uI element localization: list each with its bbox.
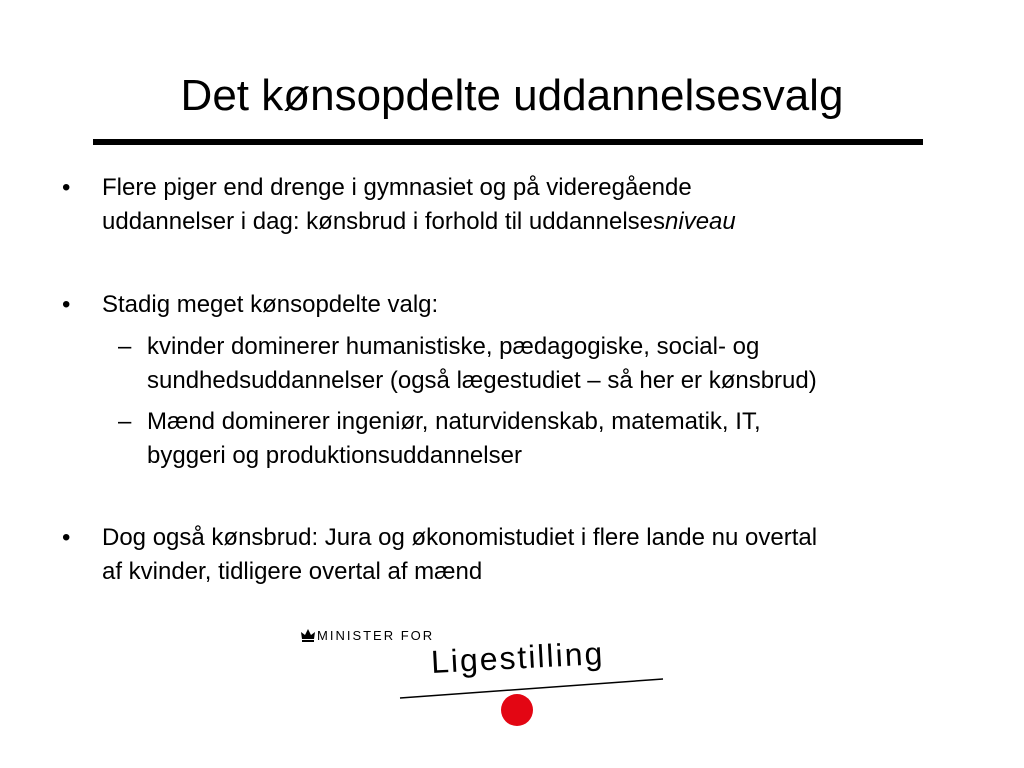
slide-title: Det kønsopdelte uddannelsesvalg <box>180 71 844 120</box>
bullet-3-line-1: Dog også kønsbrud: Jura og økonomistudiet i flere lande nu overtal <box>102 524 818 551</box>
bullet-marker: • <box>62 291 71 318</box>
sub-bullet-1-line-2: sundhedsuddannelser (også lægestudiet – så her er kønsbrud) <box>147 367 817 394</box>
bullet-1-line-2 <box>102 205 736 239</box>
bullet-1-line-2-italic: niveau <box>665 208 736 235</box>
sub-bullet-item-2 <box>147 405 761 473</box>
sub-bullet-1-line-1: kvinder dominerer humanistiske, pædagogiske, social- og <box>147 333 760 360</box>
bullet-item-2 <box>102 288 438 322</box>
bullet-item-1 <box>102 171 736 239</box>
sub-bullet-marker: – <box>118 333 132 360</box>
sub-bullet-marker: – <box>118 408 132 435</box>
bullet-1-line-1: Flere piger end drenge i gymnasiet og på videregående <box>102 174 692 201</box>
bullet-marker: • <box>62 174 71 201</box>
logo-main-text: Ligestilling <box>430 634 606 680</box>
logo-red-dot <box>501 694 533 726</box>
sub-bullet-2-line-1: Mænd dominerer ingeniør, naturvidenskab, matematik, IT, <box>147 408 761 435</box>
bullet-1-line-2-plain: uddannelser i dag: kønsbrud i forhold til uddannelses <box>102 208 666 235</box>
sub-bullet-item-1 <box>147 330 817 398</box>
crown-icon <box>300 627 316 643</box>
bullet-item-3 <box>102 521 817 589</box>
sub-bullet-2-line-2: byggeri og produktionsuddannelser <box>147 442 522 469</box>
logo-top-text: MINISTER FOR <box>317 628 435 643</box>
logo-underline <box>398 676 668 706</box>
bullet-3-line-2: af kvinder, tidligere overtal af mænd <box>102 558 483 585</box>
ministry-logo <box>300 618 680 733</box>
bullet-marker: • <box>62 524 71 551</box>
bullet-2-text: Stadig meget kønsopdelte valg: <box>102 291 439 318</box>
